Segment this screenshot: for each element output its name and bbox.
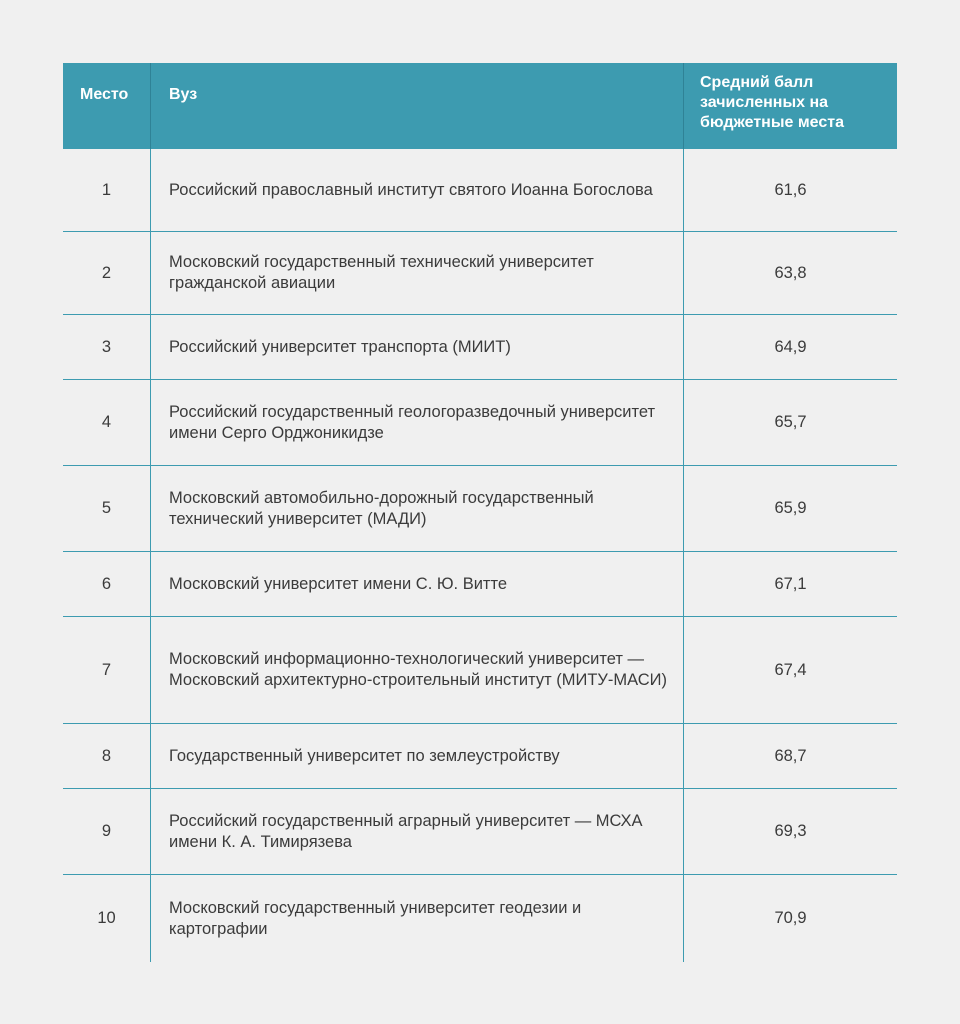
header-rank: Место [63,63,151,149]
table-row [63,466,897,552]
rank-cell: 9 [63,789,151,874]
table-row [63,232,897,315]
table-header [63,63,897,149]
rank-cell: 4 [63,380,151,465]
university-cell: Российский государственный геологоразведочный университет имени Серго Орджоникидзе [151,380,684,465]
rank-cell: 6 [63,552,151,616]
header-score: Средний балл зачисленных на бюджетные места [700,74,844,131]
table-row [63,380,897,466]
university-cell: Российский университет транспорта (МИИТ) [151,315,684,379]
university-cell: Московский автомобильно-дорожный государственный технический университет (МАДИ) [151,466,684,551]
table-row [63,617,897,724]
table-row [63,875,897,962]
header-university: Вуз [151,63,684,149]
table-row [63,789,897,875]
score-cell: 69,3 [774,822,807,840]
score-cell: 68,7 [774,746,807,765]
score-cell: 70,9 [774,909,807,927]
university-cell: Московский государственный университет геодезии и картографии [151,875,684,962]
university-cell: Российский православный институт святого Иоанна Богослова [151,149,684,231]
table-row [63,315,897,380]
university-cell: Московский информационно-технологический университет — Московский архитектурно-строительный институт (МИТУ-МАСИ) [151,617,684,723]
score-cell: 65,7 [774,413,807,431]
table-row [63,724,897,789]
university-cell: Московский университет имени С. Ю. Витте [151,552,684,616]
ranking-table [63,63,897,962]
table-row [63,149,897,232]
score-cell: 63,8 [774,263,807,282]
rank-cell: 2 [63,232,151,314]
score-cell: 65,9 [774,499,807,517]
score-cell: 61,6 [774,180,807,199]
score-cell: 64,9 [774,337,807,356]
rank-cell: 5 [63,466,151,551]
university-cell: Государственный университет по землеустройству [151,724,684,788]
score-cell: 67,1 [774,574,807,593]
university-cell: Российский государственный аграрный университет — МСХА имени К. А. Тимирязева [151,789,684,874]
score-cell: 67,4 [774,660,807,679]
rank-cell: 10 [63,875,151,962]
rank-cell: 3 [63,315,151,379]
rank-cell: 1 [63,149,151,231]
rank-cell: 8 [63,724,151,788]
rank-cell: 7 [63,617,151,723]
university-cell: Московский государственный технический университет гражданской авиации [151,232,684,314]
table-row [63,552,897,617]
